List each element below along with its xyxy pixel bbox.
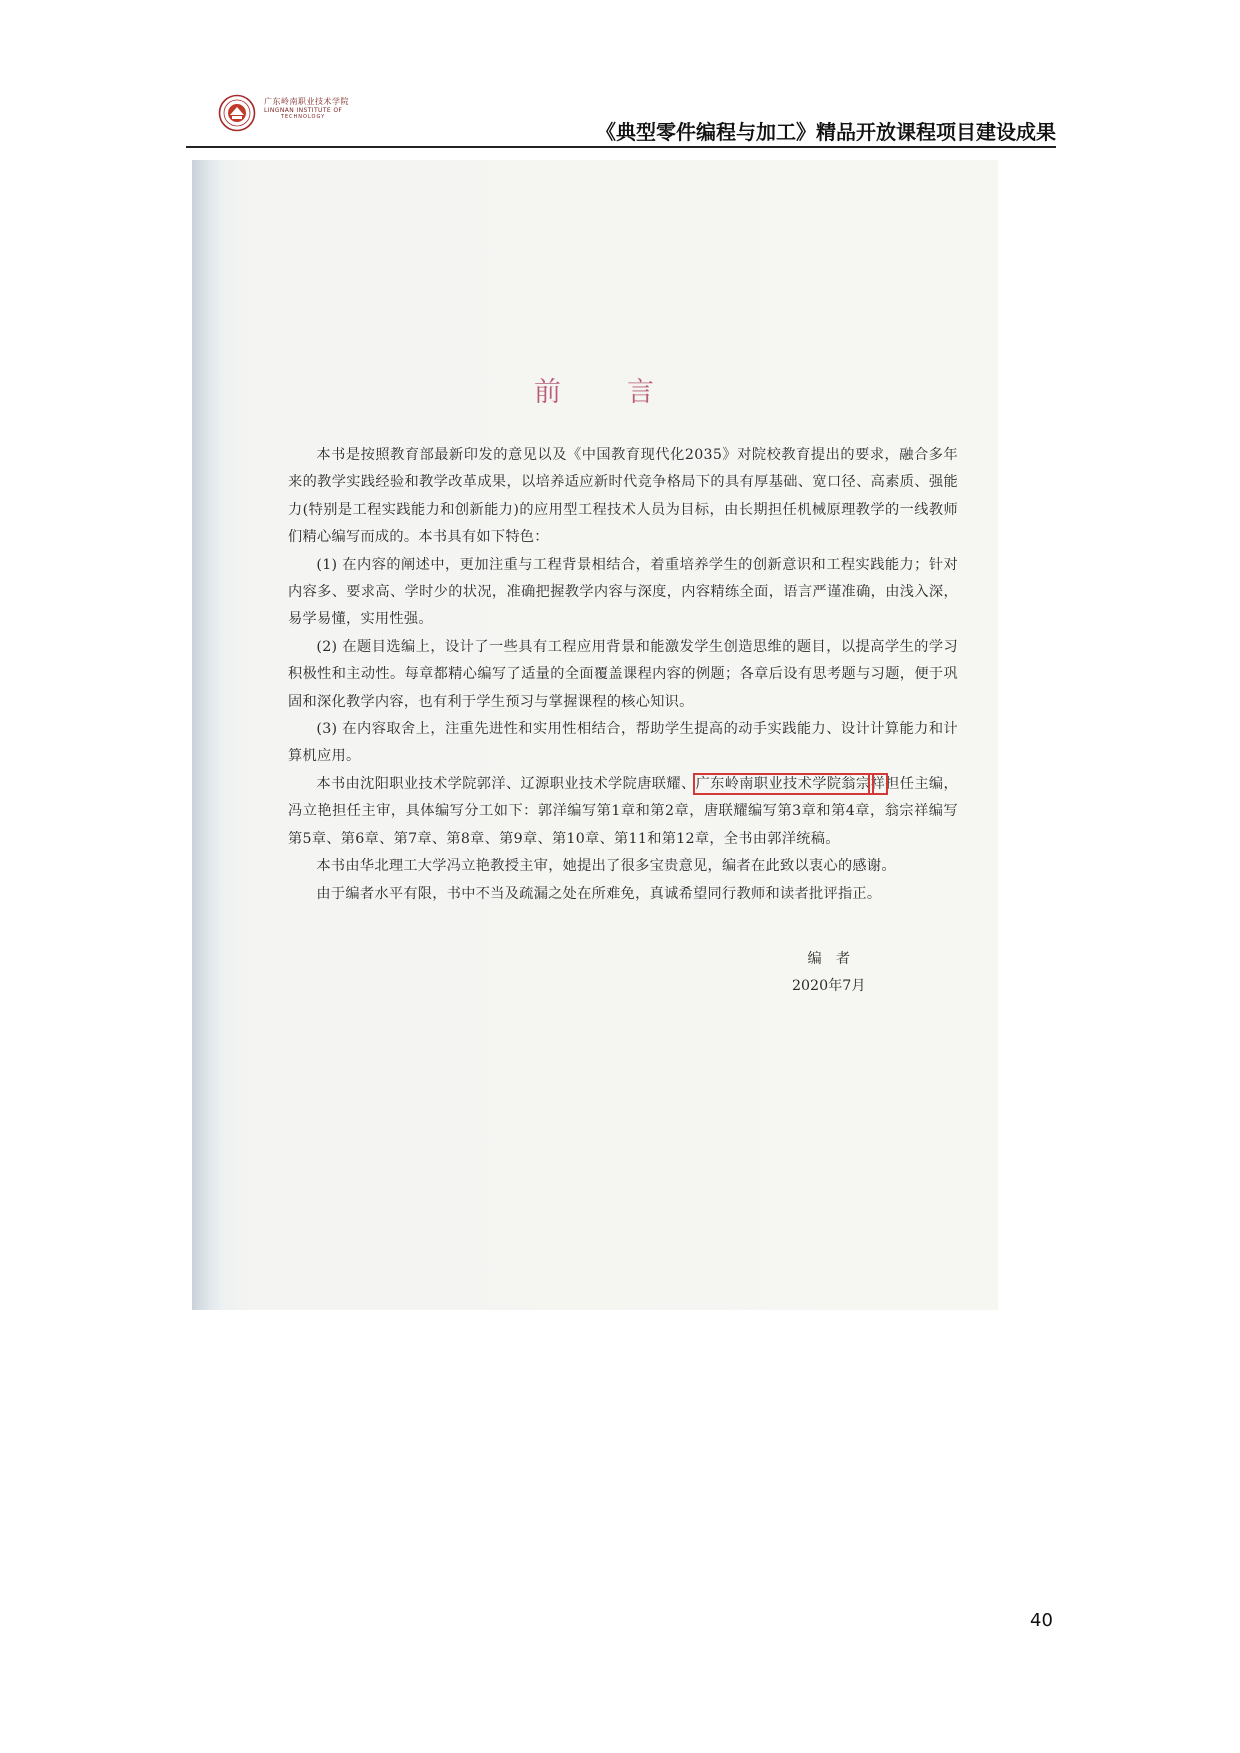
preface-title-left: 前 xyxy=(534,377,563,408)
page-header xyxy=(186,88,1056,148)
highlighted-institute: 广东岭南职业技术学院翁宗 xyxy=(695,775,871,792)
signature-date: 2020年7月 xyxy=(792,978,866,995)
authors-text-post: 担任主编，冯立艳担任主审，具体编写分工如下：郭洋编写第1章和第2章，唐联耀编写第3章和第4章，翁宗祥编写第5章、第6章、第7章、第8章、第9章、第10章、第11和第12章，全书由郭洋统稿。 xyxy=(288,775,958,847)
institute-name-en: LINGNAN INSTITUTE OF xyxy=(264,107,343,115)
page-number: 40 xyxy=(1030,1610,1053,1631)
institute-seal-icon xyxy=(218,94,256,132)
institute-logo xyxy=(218,94,378,134)
preface-body xyxy=(288,442,958,908)
header-divider xyxy=(186,146,1056,148)
preface-title xyxy=(192,370,998,409)
preface-paragraph: (2) 在题目选编上，设计了一些具有工程应用背景和能激发学生创造思维的题目，以提高学生的学习积极性和主动性。每章都精心编写了适量的全面覆盖课程内容的例题；各章后设有思考题与习题，便于巩固和深化教学内容，也有利于学生预习与掌握课程的核心知识。 xyxy=(288,638,958,710)
preface-paragraph: (3) 在内容取舍上，注重先进性和实用性相结合，帮助学生提高的动手实践能力、设计计算能力和计算机应用。 xyxy=(288,721,958,765)
preface-title-right: 言 xyxy=(627,377,656,408)
thanks-paragraph: 本书由华北理工大学冯立艳教授主审，她提出了很多宝贵意见，编者在此致以衷心的感谢。 xyxy=(316,858,896,875)
authors-text-pre: 本书由沈阳职业技术学院郭洋、辽源职业技术学院唐联耀、 xyxy=(316,775,696,792)
apology-paragraph: 由于编者水平有限，书中不当及疏漏之处在所难免，真诚希望同行教师和读者批评指正。 xyxy=(316,885,882,902)
authors-paragraph xyxy=(288,771,958,853)
institute-name-cn: 广东岭南职业技术学院 xyxy=(264,97,349,106)
institute-name xyxy=(264,98,384,120)
preface-paragraph: 本书是按照教育部最新印发的意见以及《中国教育现代化2035》对院校教育提出的要求，融合多年来的教学实践经验和教学改革成果，以培养适应新时代竞争格局下的具有厚基础、宽口径、高素质、强能力(特别是工程实践能力和创新能力)的应用型工程技术人员为目标，由长期担任机械原理教学的一线教师们精心编写而成的。本书具有如下特色： xyxy=(288,447,958,546)
signature-role: 编 者 xyxy=(807,951,851,967)
scanned-preface-page xyxy=(192,160,998,1310)
preface-paragraph: (1) 在内容的阐述中，更加注重与工程背景相结合，着重培养学生的创新意识和工程实践能力；针对内容多、要求高、学时少的状况，准确把握教学内容与深度，内容精练全面，语言严谨准确，由浅入深，易学易懂，实用性强。 xyxy=(288,556,958,628)
signature-block xyxy=(792,946,866,1001)
highlighted-author-char: 祥 xyxy=(870,775,886,792)
document-title: 《典型零件编程与加工》精品开放课程项目建设成果 xyxy=(596,120,1056,144)
institute-name-en-line2: TECHNOLOGY xyxy=(280,113,326,120)
